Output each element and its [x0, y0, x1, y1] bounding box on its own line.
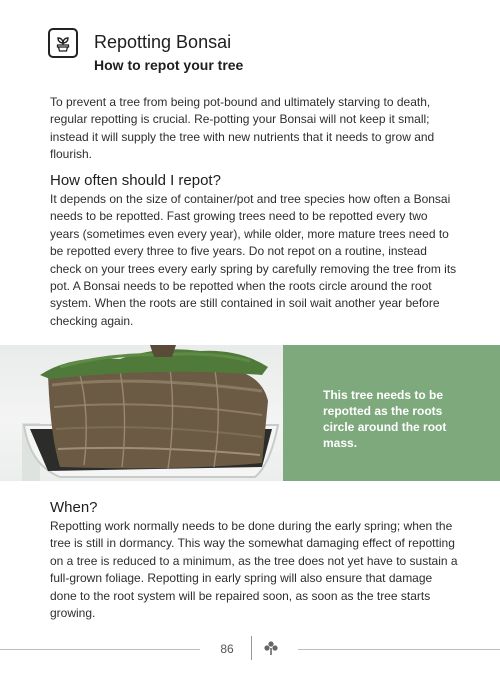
page-header [48, 28, 243, 73]
footer-rule-right [298, 649, 500, 650]
footer-divider [251, 636, 252, 660]
potted-plant-icon [48, 28, 78, 58]
callout-box [283, 345, 500, 481]
section-body-how-often: It depends on the size of container/pot and tree species how often a Bonsai needs to be repotted. Fast growing trees need to be repotted every two years (sometimes even every year), while older, more mature trees need to be repotted every three to five years. Do not repot on a routine, instead check on your trees every early spring by carefully removing the tree from its pot. A Bonsai needs to be repotted when the roots circle around the root system. When the roots are still contained in soil wait another year before checking again. [50, 192, 457, 328]
root-mass-photo [0, 345, 283, 481]
callout-text: This tree needs to be repotted as the roots circle around the root mass. [323, 388, 447, 450]
image-band [0, 345, 500, 481]
intro-paragraph: To prevent a tree from being pot-bound and ultimately starving to death, regular repotting is crucial. Re-potting your Bonsai will not keep it small; instead it will supply the tree with new nutrients that it needs to grow and flourish. [50, 95, 435, 162]
page-subtitle: How to repot your tree [94, 57, 244, 73]
footer-rule-left [0, 649, 200, 650]
section-body-when: Repotting work normally needs to be done during the early spring; when the tree is still in dormancy. This way the somewhat damaging effect of repotting on a tree is reduced to a minimum, as the tree does not yet have to sustain a full-grown foliage. Repotting in early spring will also ensure that damage done to the root system will be repaired soon, as soon as the tree starts growing. [50, 519, 458, 621]
leaf-ornament-icon [263, 640, 279, 661]
page-number: 86 [220, 642, 234, 656]
page-title: Repotting Bonsai [94, 32, 232, 52]
section-heading-when: When? [50, 499, 98, 516]
section-heading-how-often: How often should I repot? [50, 172, 221, 189]
